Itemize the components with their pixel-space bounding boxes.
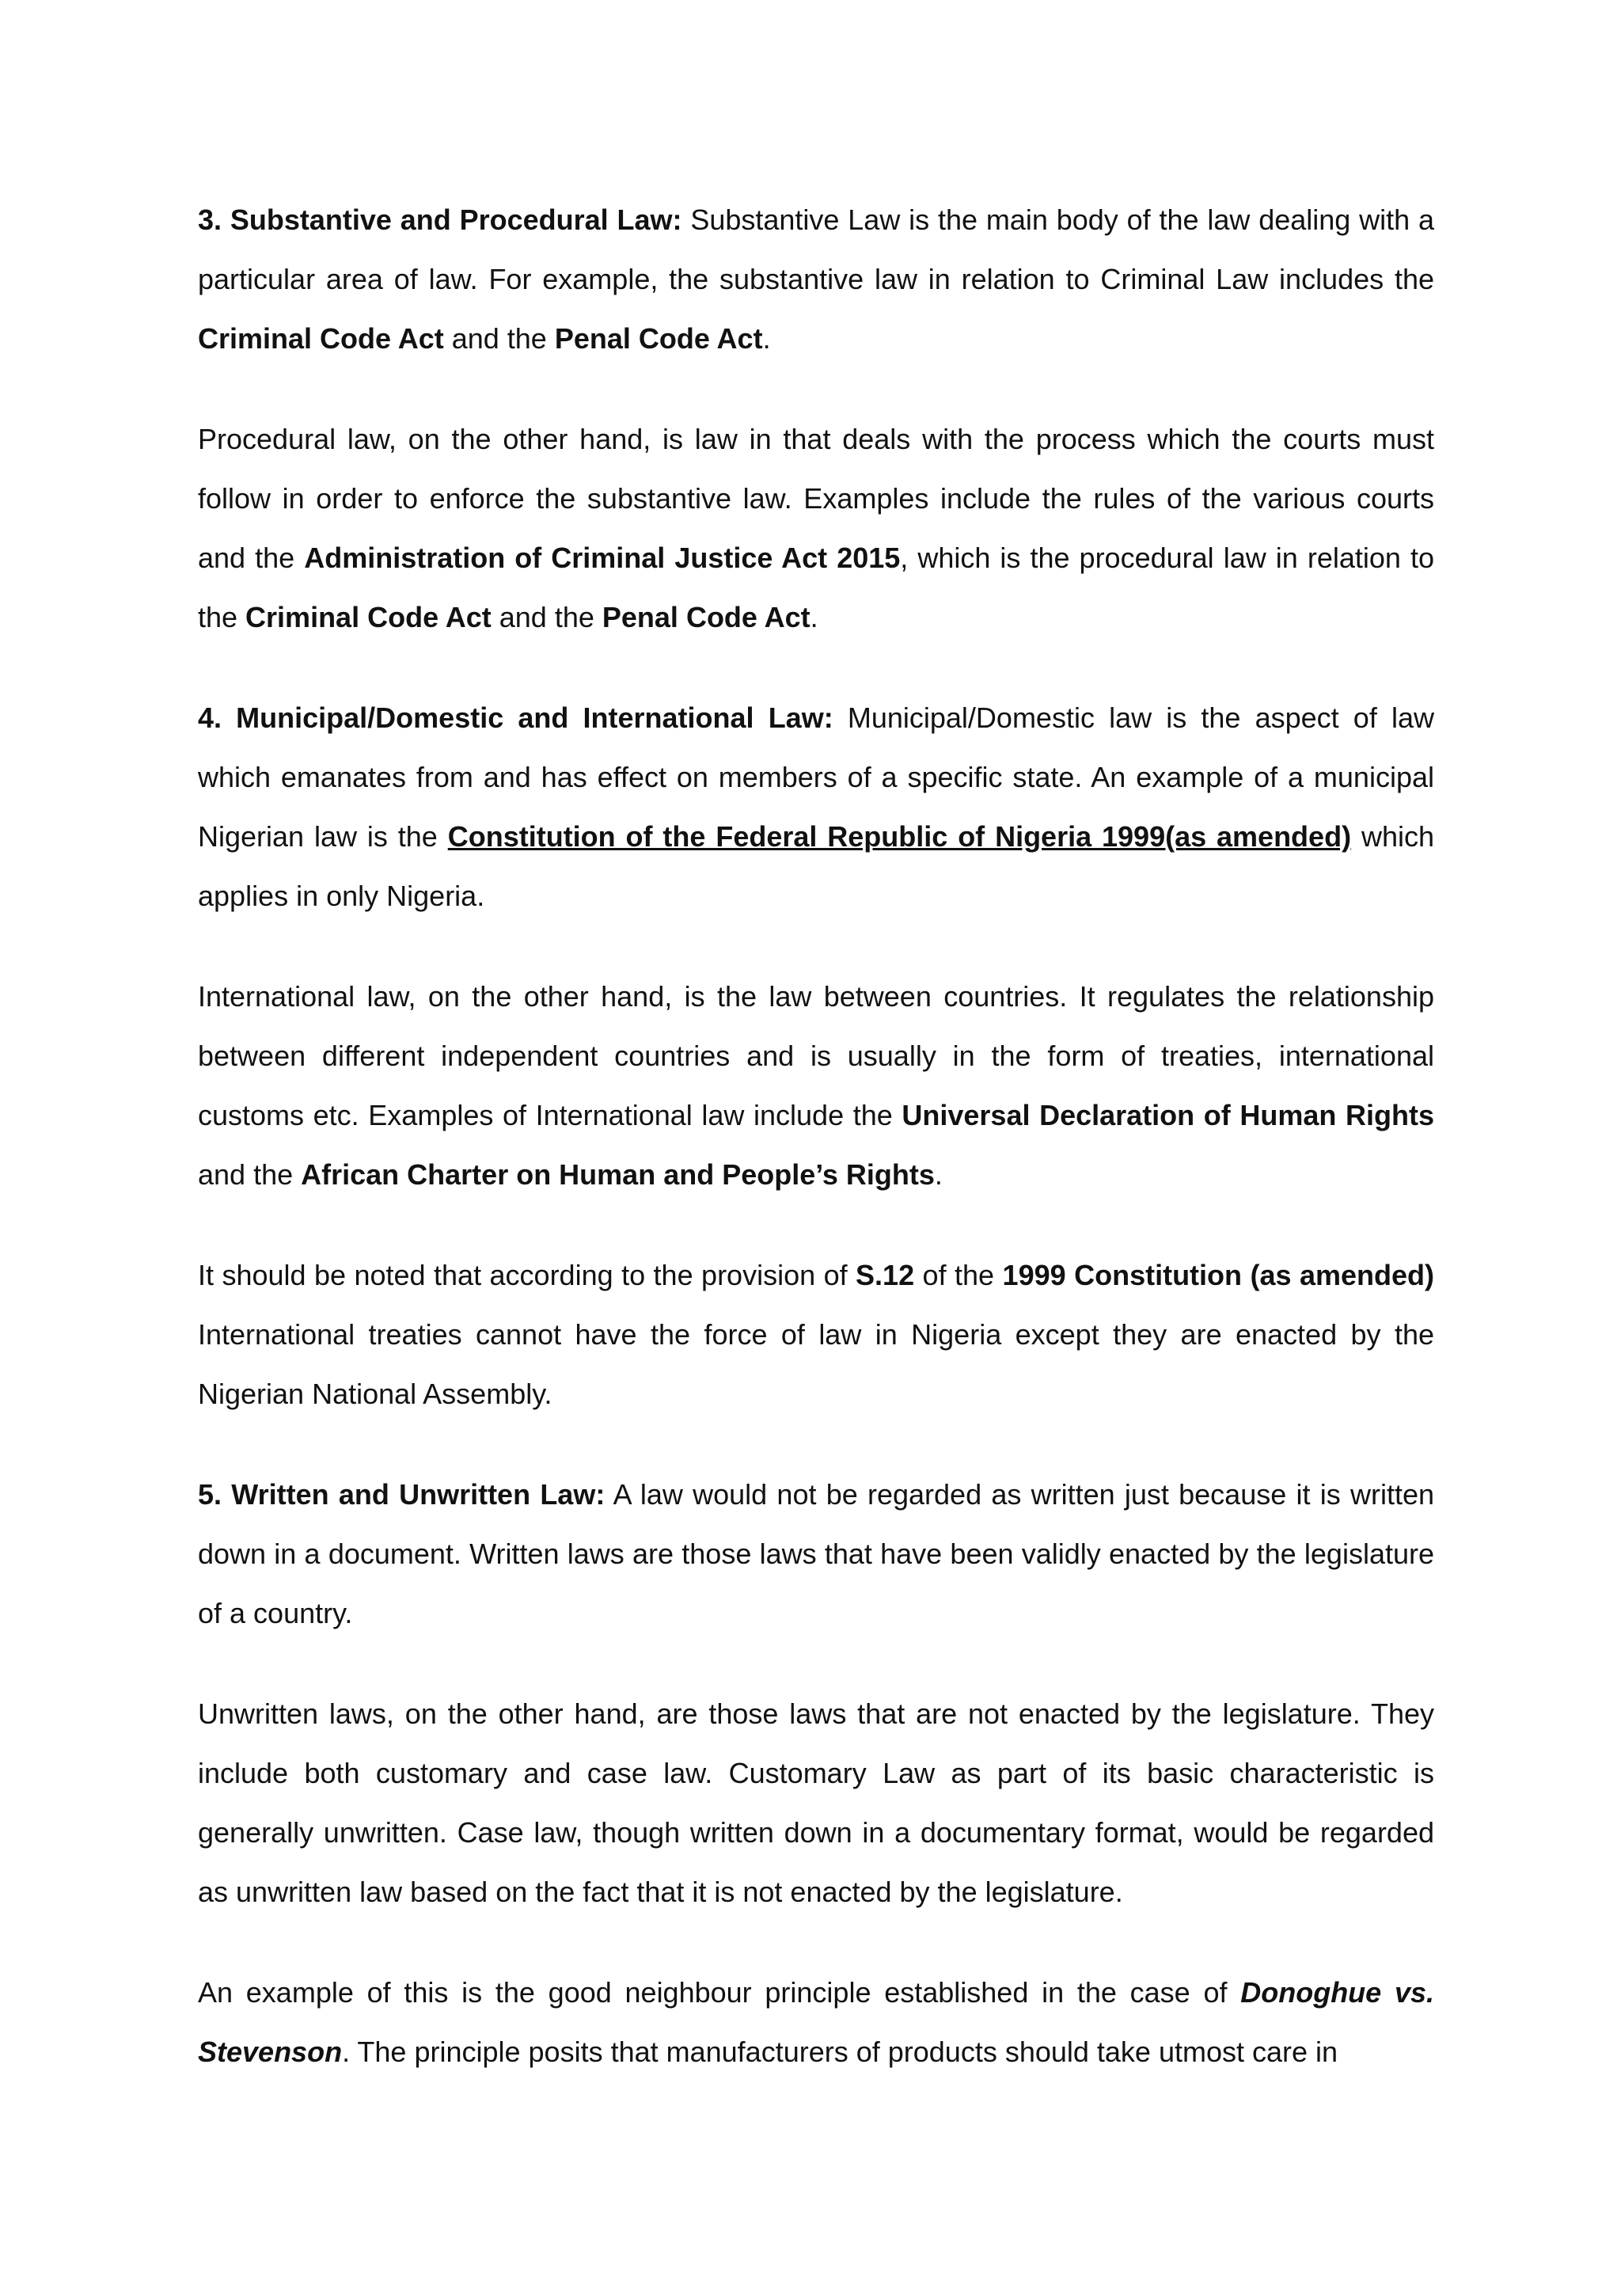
paragraph-unwritten-law bbox=[198, 1684, 1434, 1922]
text-run: . bbox=[934, 1158, 943, 1191]
citation-penal-code-act: Penal Code Act bbox=[554, 322, 763, 355]
text-run: . bbox=[810, 601, 818, 633]
text-run: Unwritten laws, on the other hand, are those laws that are not enacted by the legislature. They include both customary and case law. Customary Law as part of its basic characteristic is generally unwritten. Case law, though written down in a documentary format, would be regarded as unwritten law based on the fact that it is not enacted by the legislature. bbox=[198, 1697, 1434, 1908]
text-run: and the bbox=[443, 322, 555, 355]
citation-donoghue-stevenson: Donoghue vs. Stevenson bbox=[198, 1976, 1434, 2068]
paragraph-municipal-law bbox=[198, 688, 1434, 926]
text-run: and the bbox=[491, 601, 602, 633]
text-run: . bbox=[762, 322, 771, 355]
citation-acja-2015: Administration of Criminal Justice Act 2015 bbox=[304, 542, 901, 574]
citation-african-charter: African Charter on Human and People’s Rights bbox=[301, 1158, 935, 1191]
text-run: Substantive Law is the main body of the law dealing with a particular area of law. For example, the substantive law in relation to Criminal Law includes the bbox=[198, 203, 1434, 295]
citation-criminal-code-act: Criminal Code Act bbox=[198, 322, 444, 355]
heading-substantive-procedural: 3. Substantive and Procedural Law: bbox=[198, 203, 682, 236]
citation-udhr: Universal Declaration of Human Rights bbox=[902, 1099, 1434, 1131]
document-page bbox=[198, 190, 1434, 2123]
text-run: . The principle posits that manufacturers of products should take utmost care in bbox=[342, 2036, 1338, 2068]
heading-written-unwritten: 5. Written and Unwritten Law: bbox=[198, 1478, 606, 1511]
citation-penal-code-act: Penal Code Act bbox=[602, 601, 810, 633]
text-run: International law, on the other hand, is the law between countries. It regulates the relationship between different independent countries and is usually in the form of treaties, international customs etc. Examples of International law include the bbox=[198, 980, 1434, 1131]
citation-s12: S.12 bbox=[856, 1259, 915, 1291]
citation-constitution-1999: Constitution of the Federal Republic of Nigeria 1999(as amended) bbox=[447, 820, 1352, 853]
paragraph-written-law bbox=[198, 1465, 1434, 1643]
paragraph-procedural-law bbox=[198, 409, 1434, 647]
citation-1999-constitution: 1999 Constitution (as amended) bbox=[1002, 1259, 1434, 1291]
text-run: Procedural law, on the other hand, is law in that deals with the process which the courts must follow in order to enforce the substantive law. Examples include the rules of the various courts and the bbox=[198, 423, 1434, 574]
text-run: of the bbox=[914, 1259, 1003, 1291]
text-run: Municipal/Domestic law is the aspect of law which emanates from and has effect on members of a specific state. An example of a municipal Nigerian law is the bbox=[198, 701, 1434, 853]
paragraph-treaty-note bbox=[198, 1245, 1434, 1424]
text-run: which applies in only Nigeria. bbox=[198, 820, 1434, 912]
text-run: , which is the procedural law in relation to the bbox=[198, 542, 1434, 633]
paragraph-international-law bbox=[198, 967, 1434, 1204]
paragraph-donoghue-example bbox=[198, 1963, 1434, 2081]
citation-criminal-code-act: Criminal Code Act bbox=[245, 601, 492, 633]
text-run: International treaties cannot have the force of law in Nigeria except they are enacted by the Nigerian National Assembly. bbox=[198, 1318, 1434, 1410]
text-run: An example of this is the good neighbour principle established in the case of bbox=[198, 1976, 1241, 2009]
text-run: A law would not be regarded as written just because it is written down in a document. Written laws are those laws that have been validly enacted by the legislature of a country. bbox=[198, 1478, 1435, 1629]
paragraph-substantive-law bbox=[198, 190, 1434, 368]
heading-municipal-international: 4. Municipal/Domestic and International Law: bbox=[198, 701, 833, 734]
text-run: and the bbox=[198, 1158, 302, 1191]
text-run: It should be noted that according to the provision of bbox=[198, 1259, 856, 1291]
